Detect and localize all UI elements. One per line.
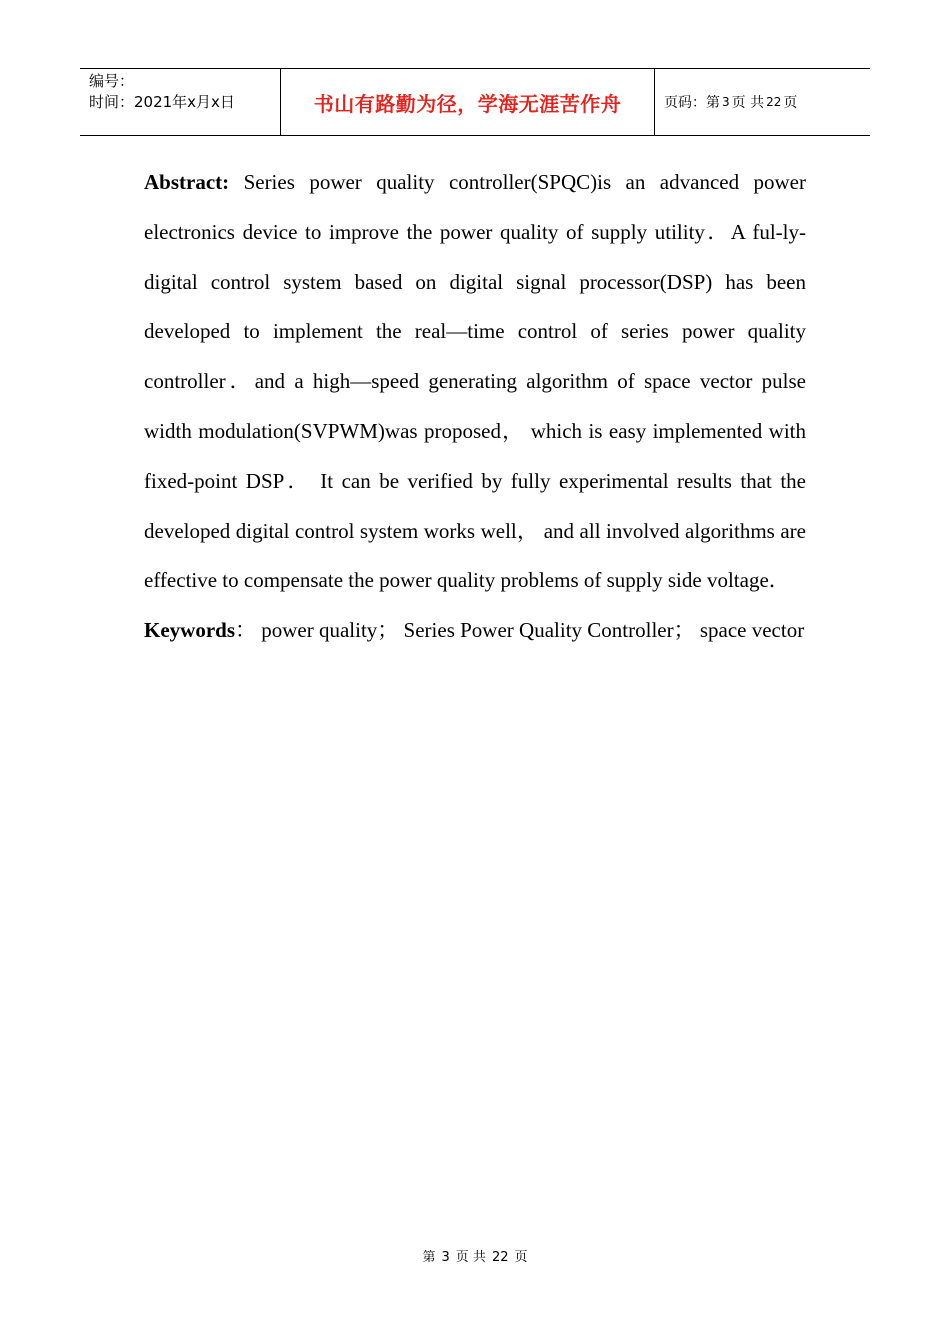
keywords-paragraph: [144, 606, 806, 656]
keywords-label: Keywords: [144, 618, 235, 643]
number-label: 编号：: [89, 72, 135, 90]
page-suffix: 页: [783, 95, 798, 111]
abstract-text: Series power quality controller(SPQC)is an advanced power electronics device to improve the power quality of supply utility．A ful-ly-digital control system based on digital signal processor(DSP) has been developed to implement the real—time control of series power quality controller．and a high—speed generating algorithm of space vector pulse width modulation(SVPWM)was proposed， which is easy implemented with fixed-point DSP． It can be verified by fully experimental results that the developed digital control system works well， and all involved algorithms are effective to compensate the power quality problems of supply side voltage．: [144, 170, 806, 593]
page-mid: 页 共: [731, 95, 765, 111]
footer-total: 22: [491, 1250, 509, 1265]
abstract-label: Abstract:: [144, 170, 230, 194]
abstract-section: [144, 158, 806, 656]
page-header: [80, 68, 870, 136]
header-motto-cell: [281, 69, 655, 135]
header-page-cell: [655, 69, 870, 135]
page-prefix: 页码：第: [664, 95, 720, 111]
footer-mid: 页 共: [455, 1250, 486, 1265]
footer-suffix: 页: [514, 1250, 528, 1265]
keywords-text: ： power quality； Series Power Quality Controller； space vector: [235, 618, 805, 643]
motto-text: 书山有路勤为径，学海无涯苦作舟: [313, 91, 622, 116]
abstract-paragraph: [144, 158, 806, 606]
page-footer: [0, 1246, 950, 1265]
header-info-cell: [80, 69, 281, 135]
footer-prefix: 第: [422, 1250, 436, 1265]
page-total: 22: [766, 95, 782, 109]
page-current: 3: [722, 95, 730, 109]
footer-current: 3: [441, 1250, 450, 1265]
time-label: 时间：2021年x月x日: [89, 93, 235, 111]
